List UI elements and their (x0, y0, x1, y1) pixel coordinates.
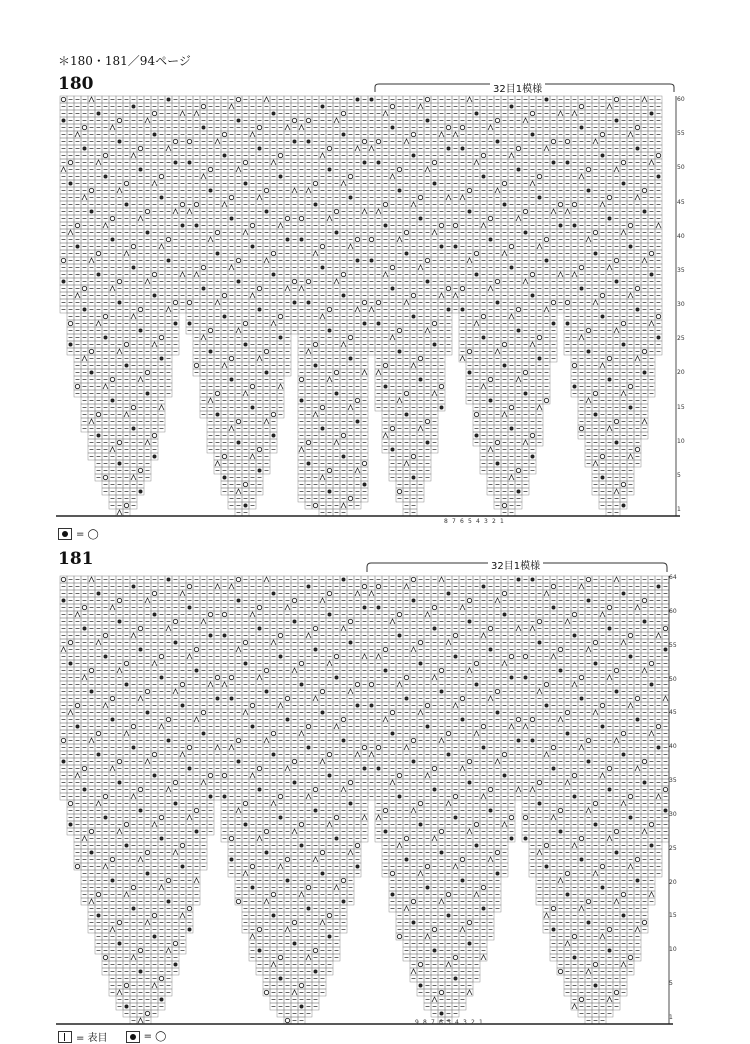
stitch-number: 2 (471, 1019, 475, 1026)
stitch-number: 2 (492, 518, 496, 525)
stitch-number: 4 (455, 1019, 459, 1026)
row-number: 1 (677, 506, 681, 513)
stitch-number: 8 (444, 518, 448, 525)
row-number: 64 (669, 574, 677, 581)
stitch-number: 6 (439, 1019, 443, 1026)
row-number: 60 (677, 96, 685, 103)
row-number: 10 (669, 946, 677, 953)
row-number: 30 (677, 301, 685, 308)
stitch-number: 1 (479, 1019, 483, 1026)
dot-symbol-icon (126, 1031, 140, 1043)
stitch-number: 8 (423, 1019, 427, 1026)
row-number: 50 (677, 164, 685, 171)
stitch-number: 5 (468, 518, 472, 525)
repeat-label-181: 32目1模様 (488, 557, 543, 572)
row-number: 45 (677, 199, 685, 206)
page-reference: ＊180・181／94ページ (58, 52, 191, 69)
dot-symbol-icon (58, 528, 72, 540)
row-number: 20 (677, 369, 685, 376)
pattern-title-181: 181 (58, 549, 94, 569)
row-number: 25 (677, 335, 685, 342)
knitting-chart-180 (55, 80, 695, 530)
knit-symbol-icon (58, 1031, 72, 1043)
row-number: 30 (669, 811, 677, 818)
legend-181 (58, 1029, 166, 1044)
row-numbers-181 (669, 574, 683, 1024)
stitch-number: 3 (463, 1019, 467, 1026)
stitch-number: 6 (460, 518, 464, 525)
row-number: 10 (677, 438, 685, 445)
legend-180 (58, 528, 99, 540)
row-number: 40 (677, 233, 685, 240)
stitch-number: 9 (415, 1019, 419, 1026)
row-number: 15 (677, 404, 685, 411)
row-number: 35 (677, 267, 685, 274)
chart-grid-181 (56, 576, 673, 1024)
stitch-number: 1 (500, 518, 504, 525)
stitch-number: 7 (431, 1019, 435, 1026)
row-numbers-180 (677, 96, 691, 516)
knitting-chart-181 (55, 558, 695, 1028)
row-number: 60 (669, 608, 677, 615)
row-number: 5 (669, 980, 673, 987)
legend-181-knit-text: = 表目 (76, 1029, 108, 1044)
pattern-title-180: 180 (58, 74, 94, 94)
row-number: 55 (677, 130, 685, 137)
legend-180-text: = ◯ (76, 529, 99, 540)
row-number: 45 (669, 709, 677, 716)
stitch-number: 5 (447, 1019, 451, 1026)
stitch-number: 4 (476, 518, 480, 525)
row-number: 5 (677, 472, 681, 479)
row-number: 40 (669, 743, 677, 750)
row-number: 55 (669, 642, 677, 649)
row-number: 50 (669, 676, 677, 683)
row-number: 20 (669, 879, 677, 886)
row-number: 15 (669, 912, 677, 919)
repeat-label-180: 32目1模様 (490, 80, 545, 95)
legend-181-dot-text: = ◯ (144, 1031, 167, 1042)
stitch-number: 7 (452, 518, 456, 525)
row-number: 35 (669, 777, 677, 784)
row-number: 1 (669, 1014, 673, 1021)
chart-grid-180 (56, 96, 680, 516)
stitch-number: 3 (484, 518, 488, 525)
row-number: 25 (669, 845, 677, 852)
